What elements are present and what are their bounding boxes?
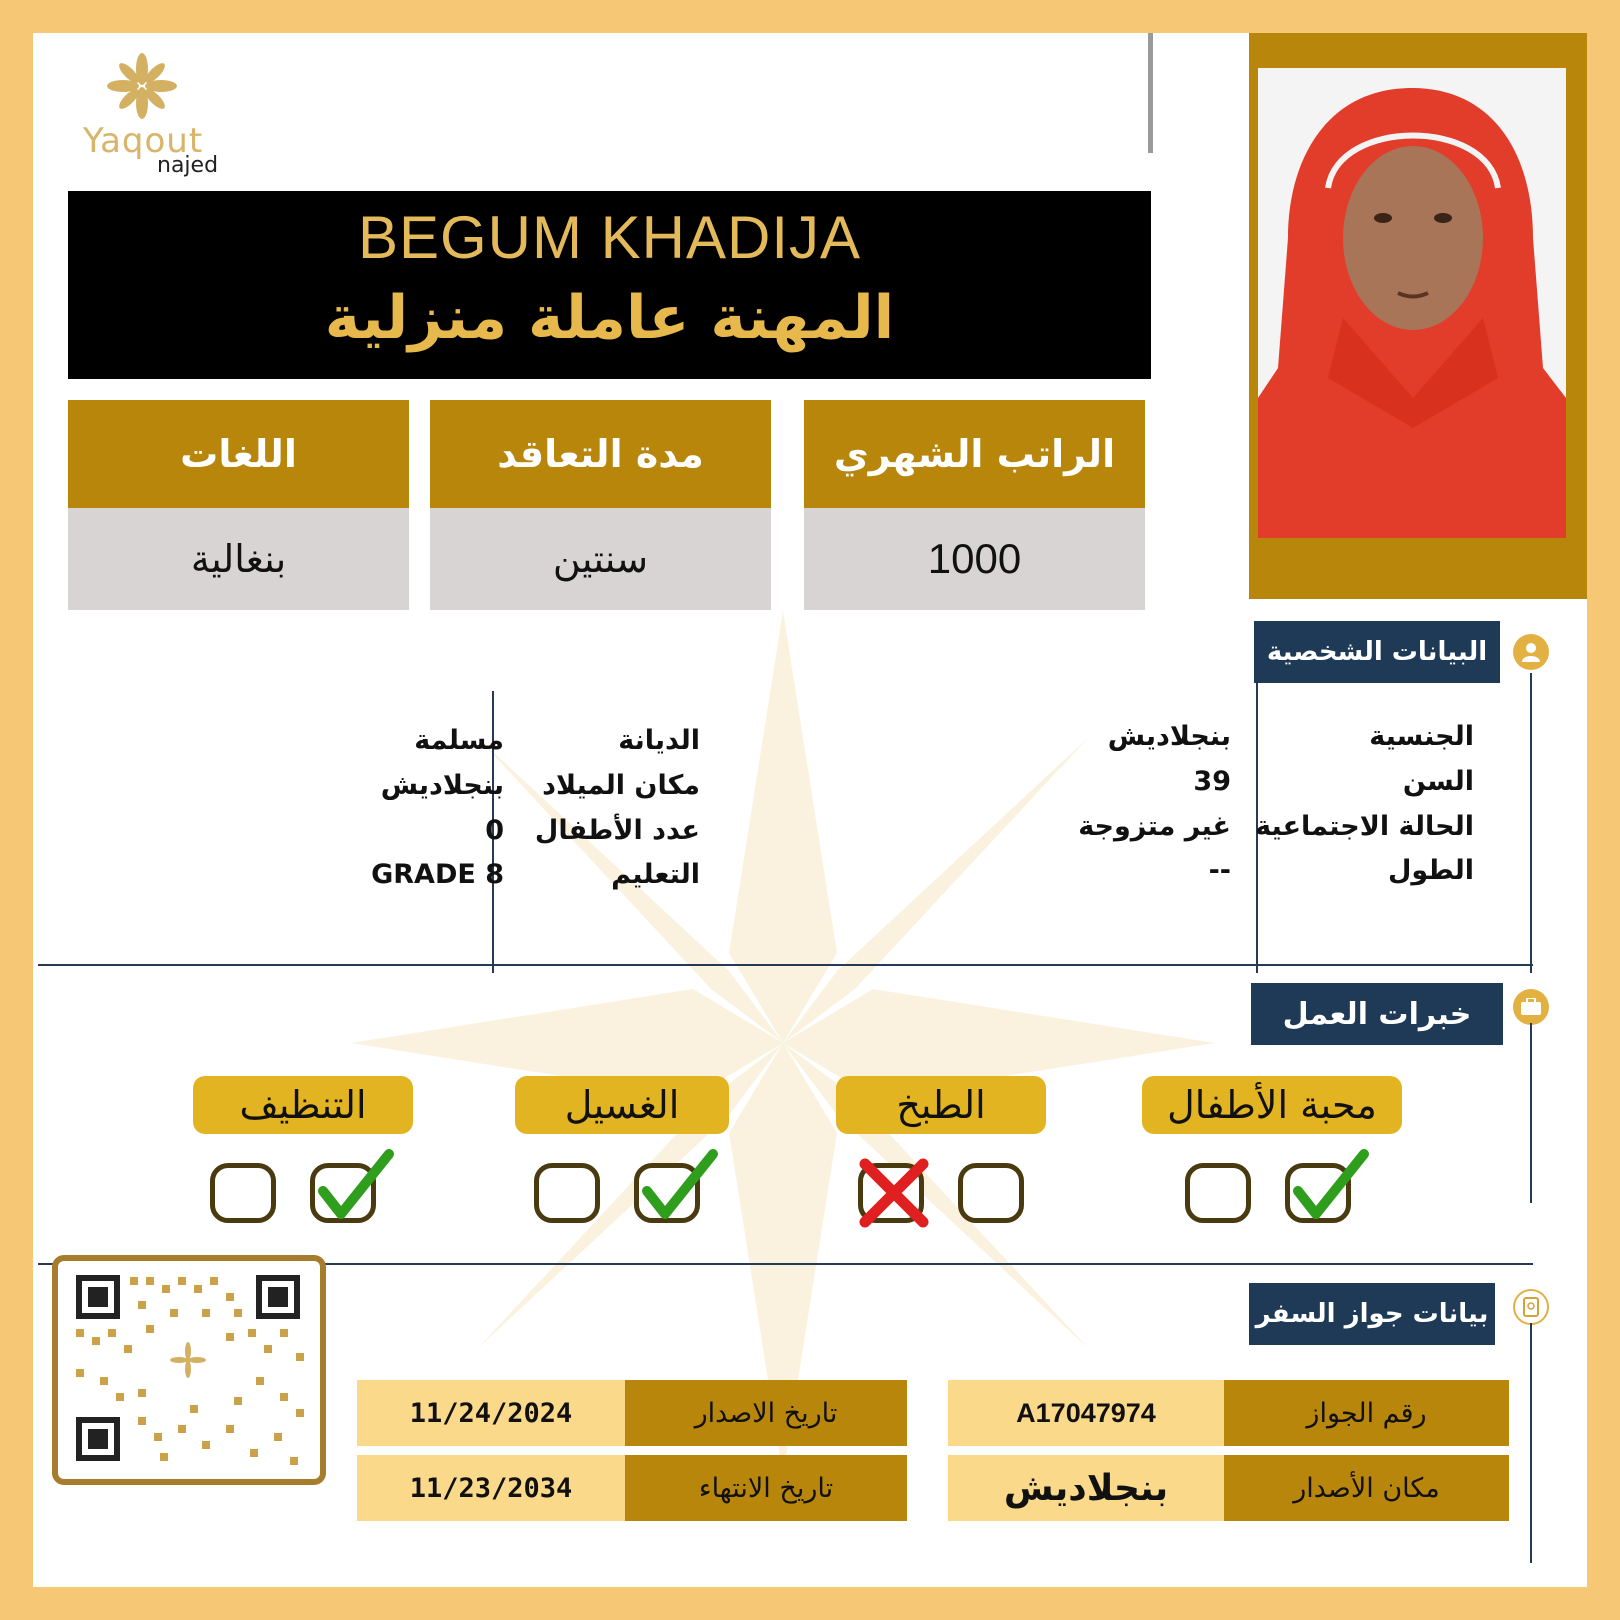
personal-timeline [1530,673,1532,973]
worker-cv-card [33,33,1587,1587]
birthplace-label: مكان الميلاد [542,770,700,801]
salary-value: 1000 [804,508,1145,610]
qr-code-icon [68,1269,308,1469]
skill-washing: الغسيل [515,1076,729,1134]
section-divider-1 [38,964,1533,966]
name-banner [68,191,1151,379]
cooking-no-checkbox [858,1163,924,1223]
marital-status-value: غير متزوجة [1078,811,1231,842]
nationality-label: الجنسية [1369,721,1474,752]
languages-box [68,400,409,610]
expiry-date-value: 11/23/2034 [357,1455,625,1521]
issue-date-label: تاريخ الاصدار [625,1380,907,1446]
passport-number-value: A17047974 [948,1380,1224,1446]
cleaning-yes-checkbox [310,1163,376,1223]
photo-frame [1249,33,1587,599]
passport-header: بيانات جواز السفر [1249,1283,1495,1345]
children-label: عدد الأطفال [534,815,700,846]
logo-text: Yaqout [83,121,204,161]
expiry-date-label: تاريخ الانتهاء [625,1455,907,1521]
check-icon [637,1146,719,1226]
briefcase-icon [1513,989,1549,1025]
salary-label: الراتب الشهري [804,400,1145,508]
education-value: GRADE 8 [371,859,504,890]
divider-bar [1148,33,1153,153]
height-value: -- [1208,855,1231,886]
qr-code[interactable] [52,1255,326,1485]
issue-place-value: بنجلاديش [948,1455,1224,1521]
contract-duration-value: سنتين [430,508,771,610]
washing-yes-checkbox [634,1163,700,1223]
company-logo [63,43,223,193]
worker-photo [1258,68,1566,538]
check-icon [313,1146,395,1226]
cross-icon [855,1154,935,1234]
passport-number-label: رقم الجواز [1224,1380,1509,1446]
languages-value: بنغالية [68,508,409,610]
religion-label: الديانة [618,725,700,756]
age-label: السن [1402,766,1474,797]
childcare-yes-checkbox [1285,1163,1351,1223]
marital-status-label: الحالة الاجتماعية [1255,811,1474,842]
user-icon [1513,634,1549,670]
education-label: التعليم [611,859,700,890]
height-label: الطول [1387,855,1474,886]
worker-profession: المهنة عاملة منزلية [324,283,895,353]
passport-timeline [1530,1323,1532,1563]
childcare-no-checkbox [1185,1163,1251,1223]
passport-icon [1513,1289,1549,1325]
age-value: 39 [1193,766,1231,797]
worker-name: BEGUM KHADIJA [357,204,862,271]
salary-box [804,400,1145,610]
skill-cooking: الطبخ [836,1076,1046,1134]
logo-subtext: najed [157,153,219,178]
washing-no-checkbox [534,1163,600,1223]
check-icon [1288,1146,1370,1226]
experience-header: خبرات العمل [1251,983,1503,1045]
birthplace-value: بنجلاديش [380,770,504,801]
religion-value: مسلمة [414,725,504,756]
logo-flower-icon [99,51,185,121]
nationality-value: بنجلاديش [1107,721,1231,752]
skill-cleaning: التنظيف [193,1076,413,1134]
issue-date-value: 11/24/2024 [357,1380,625,1446]
personal-data-header: البيانات الشخصية [1254,621,1500,683]
children-value: 0 [485,815,504,846]
cleaning-no-checkbox [210,1163,276,1223]
skill-childcare: محبة الأطفال [1142,1076,1402,1134]
languages-label: اللغات [68,400,409,508]
issue-place-label: مكان الأصدار [1224,1455,1509,1521]
cooking-yes-checkbox [958,1163,1024,1223]
experience-timeline [1530,1023,1532,1203]
contract-duration-box [430,400,771,610]
contract-duration-label: مدة التعاقد [430,400,771,508]
